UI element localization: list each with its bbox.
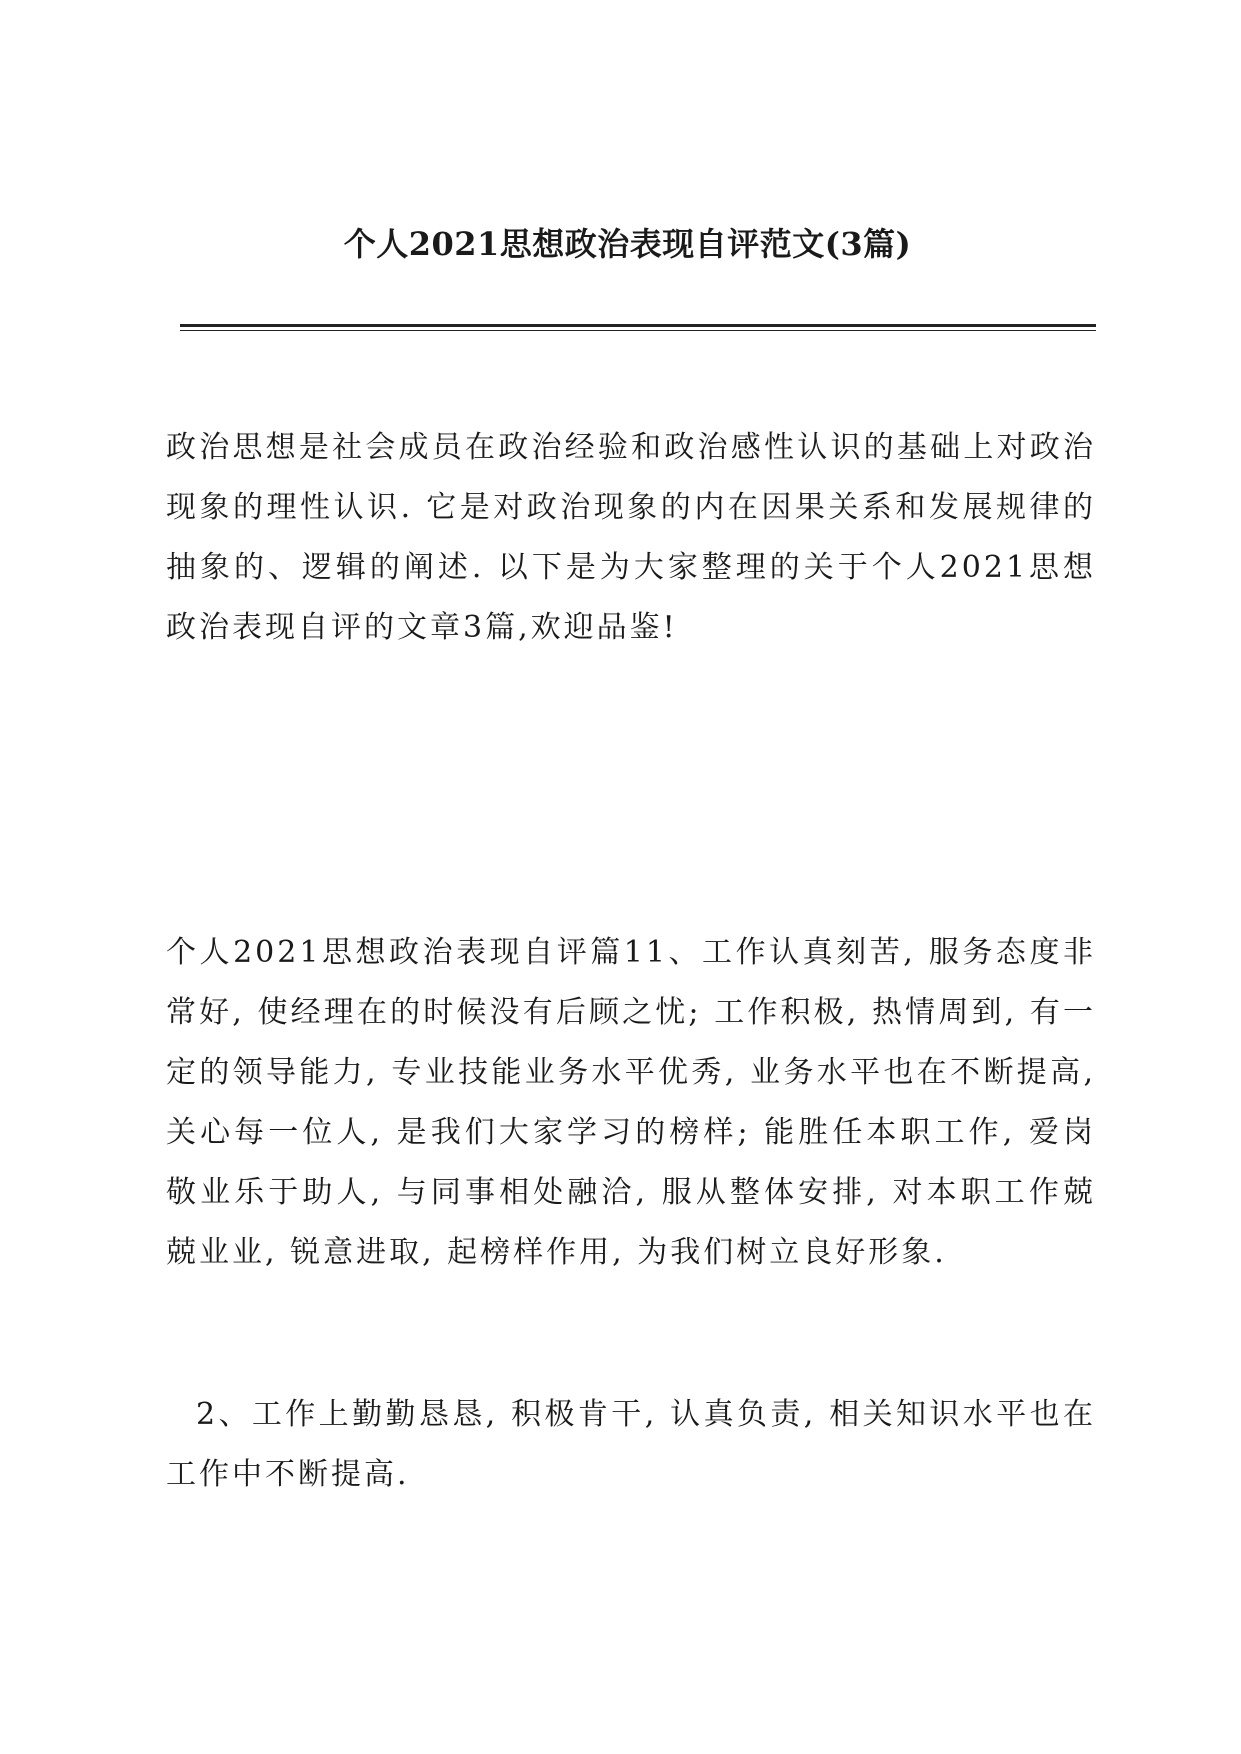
document-title: 个人2021思想政治表现自评范文(3篇) <box>343 225 912 263</box>
intro-paragraph: 政治思想是社会成员在政治经验和政治感性认识的基础上对政治现象的理性认识. 它是对政治现象的内在因果关系和发展规律的抽象的、逻辑的阐述. 以下是为大家整理的关于个人2021思想政治表现自评的文章3篇,欢迎品鉴! <box>166 430 1096 645</box>
body-paragraph-1: 个人2021思想政治表现自评篇11、工作认真刻苦, 服务态度非常好, 使经理在的时候没有后顾之忧; 工作积极, 热情周到, 有一定的领导能力, 专业技能业务水平优秀, 业务水平也在不断提高, 关心每一位人, 是我们大家学习的榜样; 能胜任本职工作, 爱岗敬业乐于助人, 与同事相处融洽, 服从整体安排, 对本职工作兢兢业业, 锐意进取, 起榜样作用, 为我们树立良好形象. <box>166 935 1096 1270</box>
title-divider <box>180 324 1096 331</box>
body-paragraph-2: 2、工作上勤勤恳恳, 积极肯干, 认真负责, 相关知识水平也在工作中不断提高. <box>166 1397 1096 1492</box>
